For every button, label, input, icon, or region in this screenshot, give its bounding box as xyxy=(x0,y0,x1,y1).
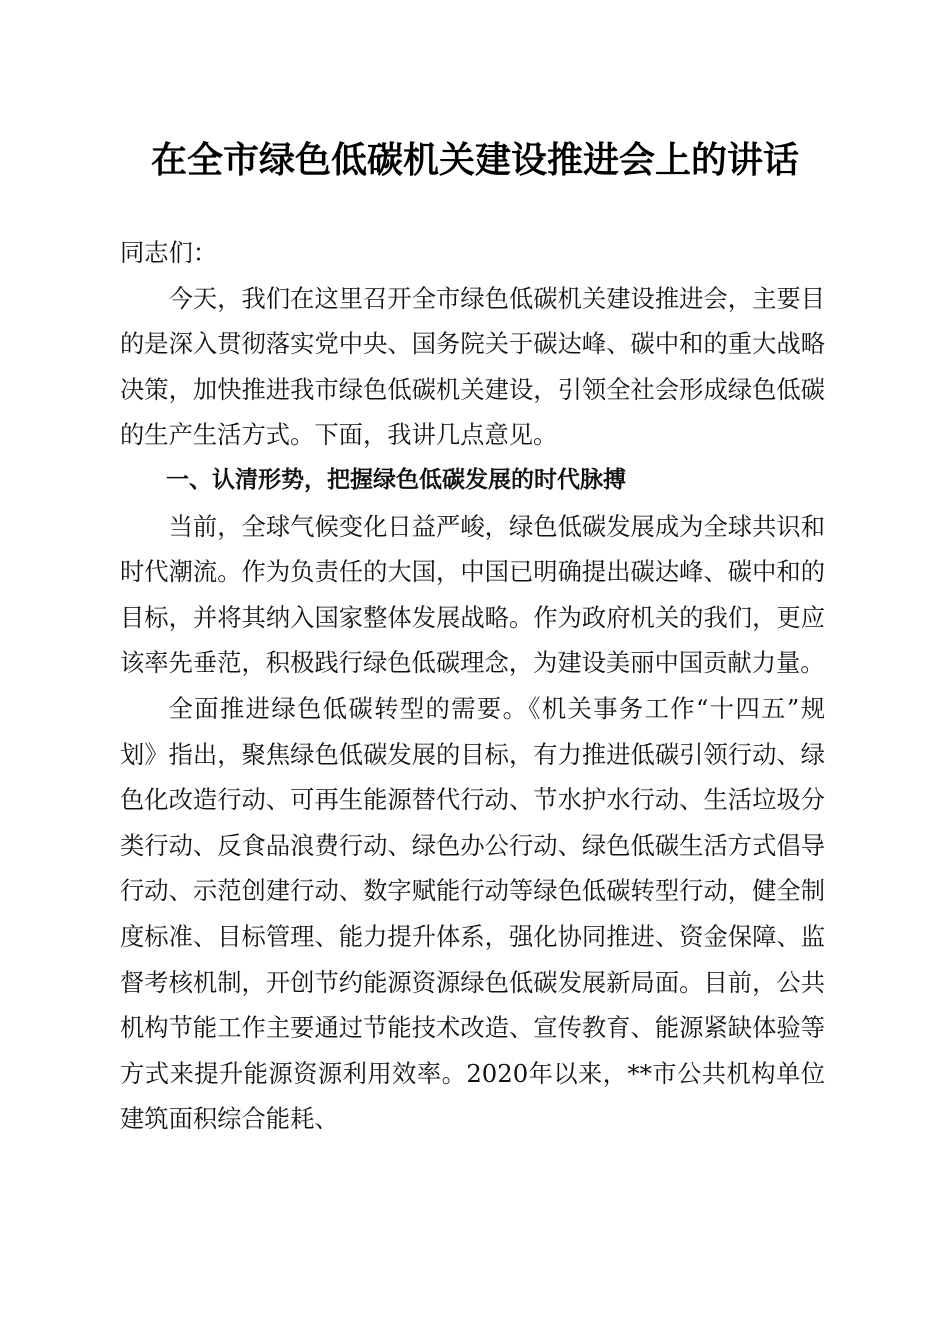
paragraph-situation: 当前，全球气候变化日益严峻，绿色低碳发展成为全球共识和时代潮流。作为负责任的大国，中国已明确提出碳达峰、碳中和的目标，并将其纳入国家整体发展战略。作为政府机关的我们，更应该率先垂范，积极践行绿色低碳理念，为建设美丽中国贡献力量。 xyxy=(120,511,825,678)
salutation: 同志们： xyxy=(120,238,218,267)
document-body xyxy=(120,230,825,1142)
paragraph-transition: 全面推进绿色低碳转型的需要。《机关事务工作“十四五”规划》指出，聚焦绿色低碳发展的目标，有力推进低碳引领行动、绿色化改造行动、可再生能源替代行动、节水护水行动、生活垃圾分类行动、反食品浪费行动、绿色办公行动、绿色低碳生活方式倡导行动、示范创建行动、数字赋能行动等绿色低碳转型行动，健全制度标准、目标管理、能力提升体系，强化协同推进、资金保障、监督考核机制，开创节约能源资源绿色低碳发展新局面。目前，公共机构节能工作主要通过节能技术改造、宣传教育、能源紧缺体验等方式来提升能源资源利用效率。2020年以来，**市公共机构单位建筑面积综合能耗、 xyxy=(120,693,825,1134)
document-title: 在全市绿色低碳机关建设推进会上的讲话 xyxy=(150,139,799,181)
paragraph-intro: 今天，我们在这里召开全市绿色低碳机关建设推进会，主要目的是深入贯彻落实党中央、国务院关于碳达峰、碳中和的重大战略决策，加快推进我市绿色低碳机关建设，引领全社会形成绿色低碳的生产生活方式。下面，我讲几点意见。 xyxy=(120,283,825,450)
section-heading-1: 一、认清形势，把握绿色低碳发展的时代脉搏 xyxy=(166,466,626,493)
